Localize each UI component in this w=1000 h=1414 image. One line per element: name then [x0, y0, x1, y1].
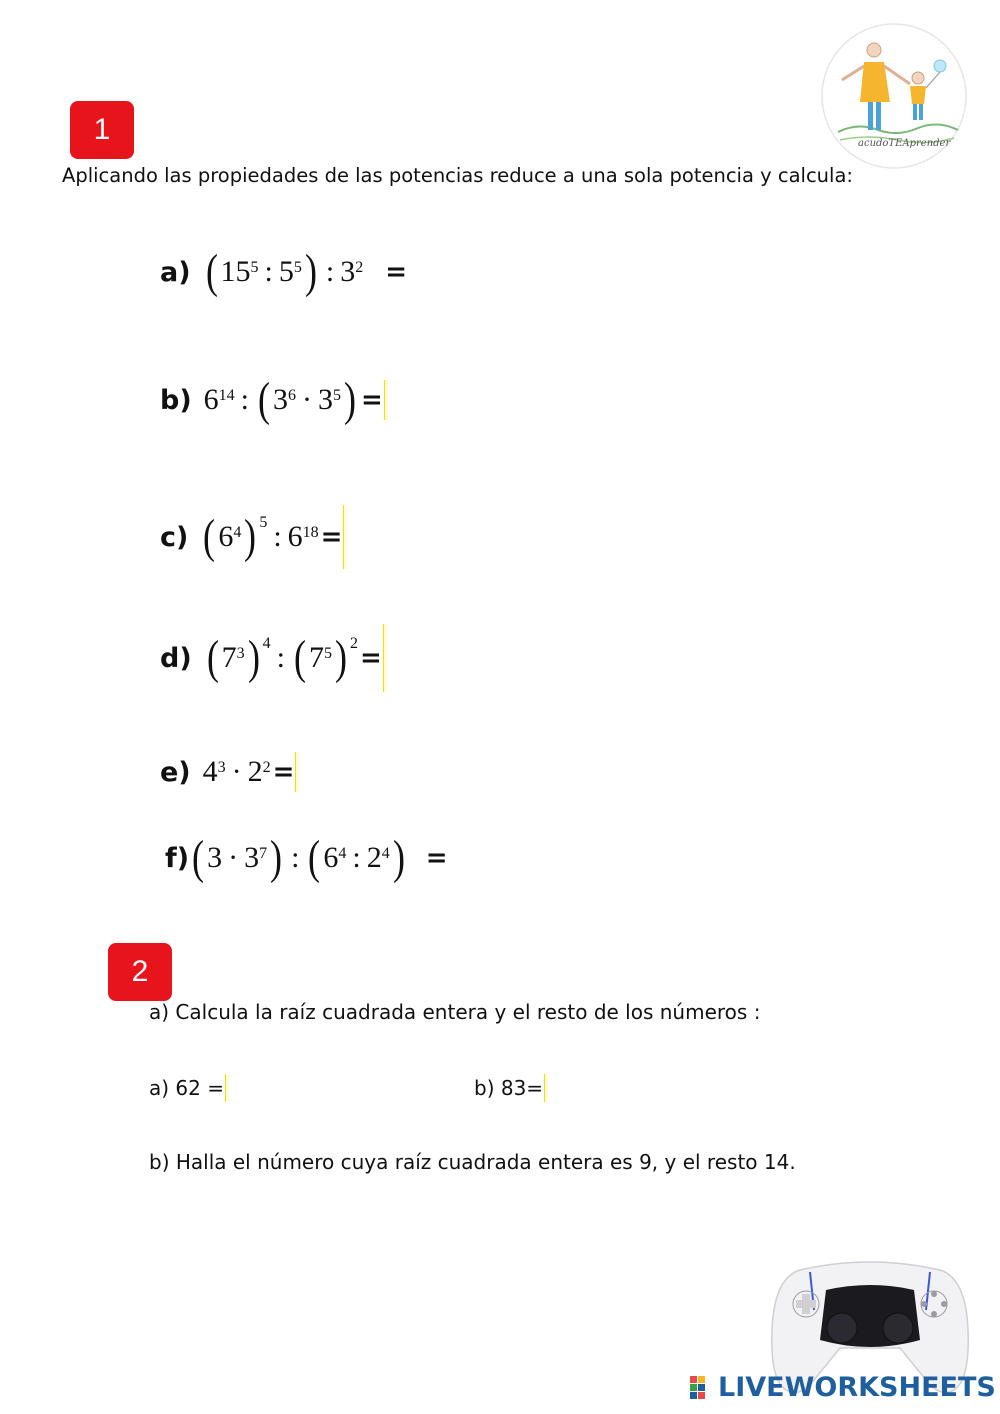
equals-sign: =	[359, 643, 382, 673]
exercise-label: d)	[160, 642, 192, 674]
logo-image	[818, 22, 970, 170]
item-a-label: a) 62 =	[149, 1076, 224, 1100]
exercise-label: e)	[160, 756, 191, 788]
math-expression: ( 3 · 3 $^7$ ) : ( 6 $^4$ : 2 $^4$ )	[192, 831, 405, 884]
answer-field[interactable]	[544, 1074, 548, 1102]
exercise-label: f)	[165, 842, 190, 874]
exercise-d	[160, 624, 387, 692]
equals-sign: =	[360, 385, 383, 415]
logo-text: acudoTEAprender	[858, 138, 951, 149]
equals-sign: =	[272, 757, 295, 787]
exercise-label: b)	[160, 384, 192, 416]
exercise-b	[160, 373, 388, 426]
badge-number: 1	[93, 113, 111, 146]
equals-sign: =	[320, 522, 343, 552]
section-number-badge	[108, 943, 172, 1001]
exercise-a	[160, 245, 408, 298]
exercise-e	[160, 752, 299, 792]
math-expression: 6 $^{14}$ : ( 3 $^6$ · 3 $^5$ )	[203, 373, 356, 426]
badge-number: 2	[131, 955, 149, 988]
exercise-c	[160, 505, 347, 569]
part-a-prompt: a) Calcula la raíz cuadrada entera y el resto de los números :	[149, 1000, 761, 1024]
answer-field[interactable]	[383, 624, 387, 692]
liveworksheets-logo	[690, 1372, 996, 1403]
item-a-row	[149, 1074, 229, 1102]
answer-field[interactable]	[225, 1074, 229, 1102]
liveworksheets-icon	[690, 1376, 714, 1400]
equals-sign: =	[385, 257, 408, 287]
math-expression: 4 $^3$ · 2 $^2$	[202, 755, 271, 788]
section-number-badge	[70, 101, 134, 159]
item-b-row	[474, 1074, 548, 1102]
liveworksheets-text: LIVEWORKSHEETS	[718, 1372, 996, 1403]
exercise-label: a)	[160, 256, 191, 288]
exercise-label: c)	[160, 521, 189, 553]
instruction-text: Aplicando las propiedades de las potencias reduce a una sola potencia y calcula:	[62, 164, 853, 187]
answer-field[interactable]	[343, 505, 347, 569]
part-b-prompt: b) Halla el número cuya raíz cuadrada entera es 9, y el resto 14.	[149, 1150, 796, 1174]
math-expression: ( 7 $^3$ ) $^4$ : ( 7 $^5$ ) $^2$	[206, 631, 358, 684]
math-expression: ( 6 $^4$ ) $^5$ : 6 $^{18}$	[203, 510, 319, 563]
item-b-label: b) 83=	[474, 1076, 544, 1100]
equals-sign: =	[425, 843, 448, 873]
answer-field[interactable]	[384, 380, 388, 420]
exercise-f	[165, 831, 448, 884]
answer-field[interactable]	[295, 752, 299, 792]
math-expression: ( 15 $^5$ : 5 $^5$ ) : 3 $^2$	[205, 245, 364, 298]
